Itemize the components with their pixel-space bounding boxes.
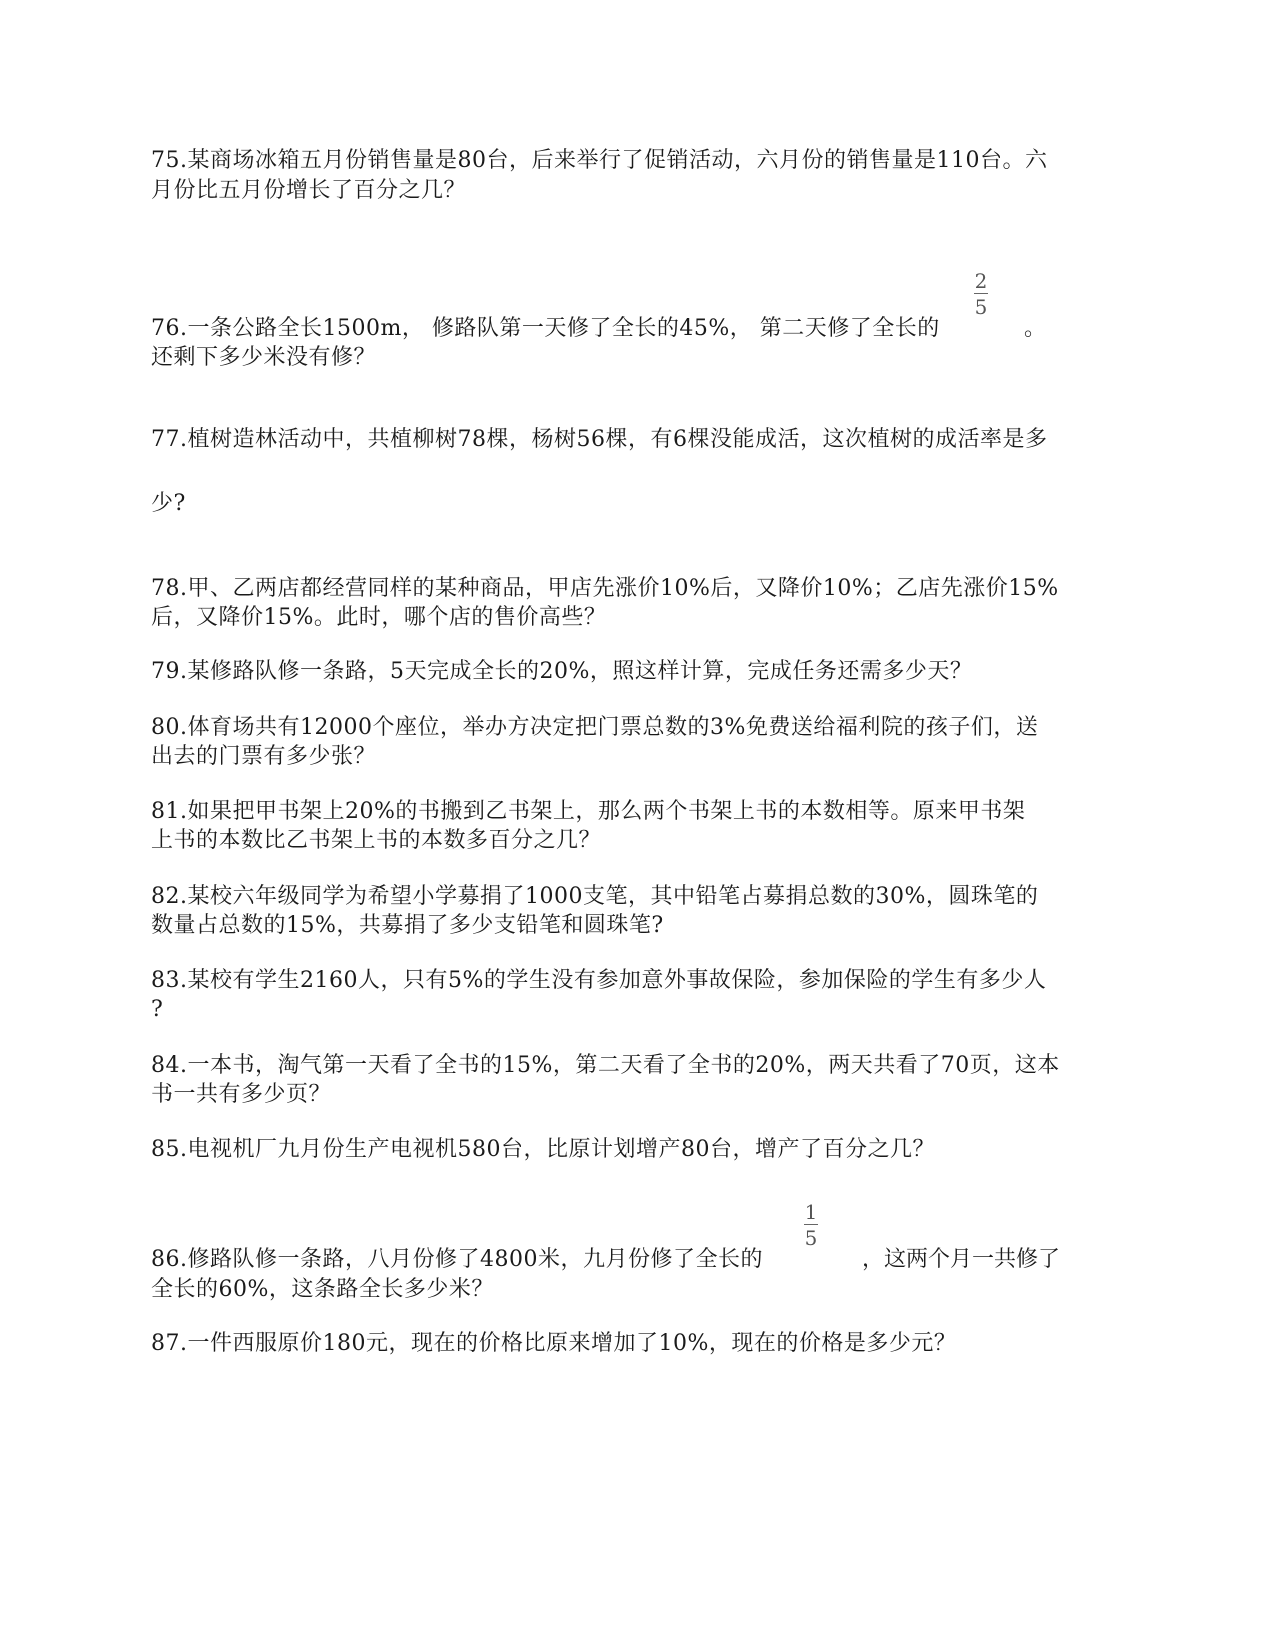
problem-76-line-2: 还剩下多少米没有修？ [151,345,377,370]
problem-83-line-1: 83.某校有学生2160人，只有5%的学生没有参加意外事故保险，参加保险的学生有多少人 [151,968,1047,993]
problem-81-line-2: 上书的本数比乙书架上书的本数多百分之几？ [151,828,602,853]
problem-86-fraction [804,1201,818,1249]
problem-83-line-2: ? [151,997,164,1022]
problem-87-line-1: 87.一件西服原价180元，现在的价格比原来增加了10%，现在的价格是多少元？ [151,1331,957,1356]
problem-82-line-1: 82.某校六年级同学为希望小学募捐了1000支笔，其中铅笔占募捐总数的30%，圆珠笔的 [151,884,1039,909]
problem-86-line-1: 86.修路队修一条路，八月份修了4800米，九月份修了全长的 [151,1247,763,1272]
problem-85-line-1: 85.电视机厂九月份生产电视机580台，比原计划增产80台，增产了百分之几？ [151,1137,935,1162]
problem-79-line-1: 79.某修路队修一条路，5天完成全长的20%，照这样计算，完成任务还需多少天？ [151,659,973,684]
problem-86-line-2: 全长的60%，这条路全长多少米？ [151,1277,494,1302]
fraction-numerator: 1 [804,1200,818,1224]
problem-81-line-1: 81.如果把甲书架上20%的书搬到乙书架上，那么两个书架上书的本数相等。原来甲书架 [151,799,1026,824]
problem-76-line-1-end: 。 [1024,316,1047,341]
problem-78-line-2: 后，又降价15%。此时，哪个店的售价高些？ [151,605,607,630]
problem-76-line-1: 76.一条公路全长1500m， 修路队第一天修了全长的45%， 第二天修了全长的 [151,316,940,341]
problem-77-line-1: 77.植树造林活动中，共植柳树78棵，杨树56棵，有6棵没能成活，这次植树的成活率是多 [151,427,1048,452]
problem-75-line-1: 75.某商场冰箱五月份销售量是80台，后来举行了促销活动，六月份的销售量是110台。六 [151,148,1048,173]
fraction-denominator: 5 [804,1226,818,1250]
problem-86-line-1-end: ，这两个月一共修了 [862,1247,1061,1272]
problem-76-fraction [974,270,988,318]
fraction-bar [974,293,988,294]
problem-82-line-2: 数量占总数的15%，共募捐了多少支铅笔和圆珠笔? [151,913,664,938]
problem-78-line-1: 78.甲、乙两店都经营同样的某种商品，甲店先涨价10%后，又降价10%；乙店先涨价15% [151,576,1059,601]
fraction-numerator: 2 [974,269,988,293]
problem-77-line-2: 少? [151,491,186,516]
problem-80-line-1: 80.体育场共有12000个座位，举办方决定把门票总数的3%免费送给福利院的孩子们，送 [151,715,1039,740]
problem-84-line-2: 书一共有多少页？ [151,1082,332,1107]
problem-75-line-2: 月份比五月份增长了百分之几？ [151,178,467,203]
fraction-denominator: 5 [974,295,988,319]
problem-84-line-1: 84.一本书，淘气第一天看了全书的15%，第二天看了全书的20%，两天共看了70页，这本 [151,1053,1060,1078]
fraction-bar [804,1224,818,1225]
problem-80-line-2: 出去的门票有多少张？ [151,744,377,769]
